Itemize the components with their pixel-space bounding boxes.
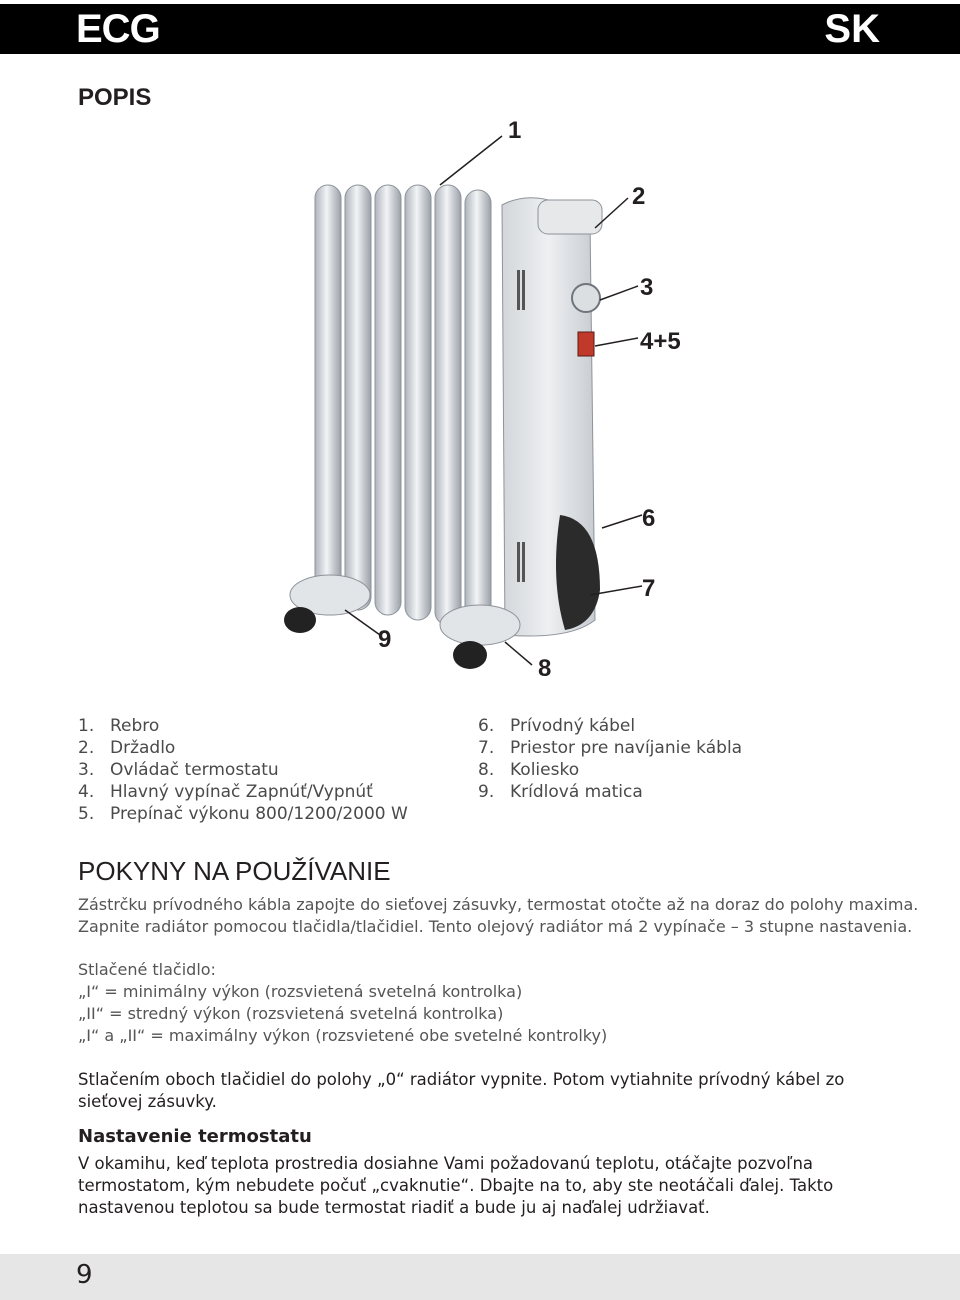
thermostat-title: Nastavenie termostatu [78, 1126, 312, 1147]
callout-2: 2 [632, 183, 646, 210]
brand-logo: ECG [76, 7, 160, 51]
paragraph-line: Zapnite radiátor pomocou tlačidla/tlačidiel. Tento olejový radiátor má 2 vypínače – 3 stupne nastavenia. [78, 917, 913, 936]
callout-9: 9 [378, 626, 392, 653]
callout-4-5: 4+5 [640, 328, 681, 355]
list-item: 5. Prepínač výkonu 800/1200/2000 W [78, 804, 408, 824]
callout-8: 8 [538, 655, 552, 682]
parts-list-right [478, 715, 742, 803]
switch-off-paragraph: Stlačením oboch tlačidiel do polohy „0“ radiátor vypnite. Potom vytiahnite prívodný kábel zo sieťovej zásuvky. [78, 1070, 845, 1111]
pressed-buttons-block [78, 959, 607, 1047]
list-item: 7. Priestor pre navíjanie kábla [478, 738, 743, 758]
section-title-popis: POPIS [78, 84, 152, 111]
language-code: SK [824, 7, 880, 51]
list-item: 2. Držadlo [78, 738, 176, 758]
list-item: 9. Krídlová matica [478, 782, 643, 802]
list-item: 3. Ovládač termostatu [78, 760, 279, 780]
footer-bar [0, 1254, 960, 1300]
page-number: 9 [76, 1260, 93, 1290]
paragraph-line: „I“ a „II“ = maximálny výkon (rozsvietené obe svetelné kontrolky) [78, 1026, 608, 1045]
thermostat-knob-icon [572, 284, 600, 312]
paragraph-line: „II“ = stredný výkon (rozsvietená svetelná kontrolka) [78, 1004, 504, 1023]
usage-intro [78, 894, 918, 938]
callout-7: 7 [642, 575, 656, 602]
callout-3: 3 [640, 274, 654, 301]
wheel-icon [453, 641, 487, 669]
list-item: 4. Hlavný vypínač Zapnúť/Vypnúť [78, 782, 373, 802]
paragraph-line: Stlačené tlačidlo: [78, 960, 216, 979]
list-item: 1. Rebro [78, 716, 160, 736]
thermostat-paragraph: V okamihu, keď teplota prostredia dosiahne Vami požadovanú teplotu, otáčajte pozvoľna termostatom, kým nebudete počuť „cvaknutie“. Dbajte na to, aby ste neotáčali ďalej. Takto nastavenou teplotou sa bude termostat riadiť a bude ju aj naďalej udržiavať. [78, 1154, 834, 1217]
paragraph-line: „I“ = minimálny výkon (rozsvietená svetelná kontrolka) [78, 982, 523, 1001]
list-item: 8. Koliesko [478, 760, 580, 780]
paragraph-line: Zástrčku prívodného kábla zapojte do sieťovej zásuvky, termostat otočte až na doraz do polohy maxima. [78, 895, 919, 914]
section-title-usage: POKYNY NA POUŽÍVANIE [78, 856, 391, 886]
callout-6: 6 [642, 505, 656, 532]
power-switch-icon [578, 332, 594, 356]
parts-list-left [78, 715, 408, 825]
radiator-fins [315, 185, 491, 630]
callout-1: 1 [508, 117, 522, 144]
list-item: 6. Prívodný kábel [478, 716, 636, 736]
wheel-icon [284, 607, 316, 633]
foot-right [440, 605, 520, 645]
handle-icon [538, 200, 602, 234]
